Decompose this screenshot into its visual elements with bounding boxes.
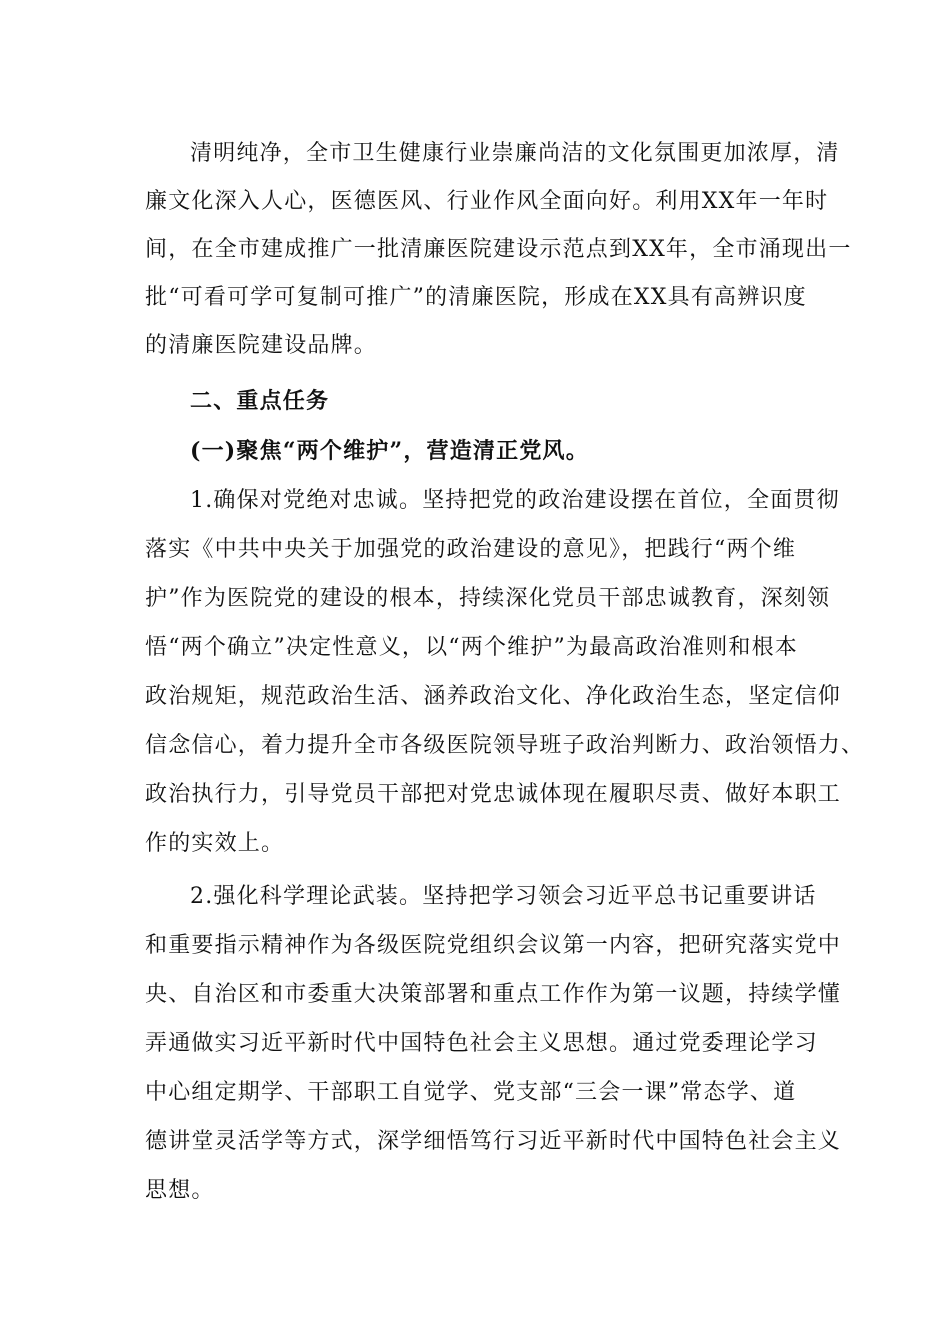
- paragraph-line: 间，在全市建成推广一批清廉医院建设示范点到XX年，全市涌现出一: [145, 237, 852, 262]
- paragraph-line: 廉文化深入人心，医德医风、行业作风全面向好。利用XX年一年时: [145, 189, 829, 214]
- section-heading: 二、重点任务: [190, 388, 330, 414]
- paragraph-line: 批“可看可学可复制可推广”的清廉医院，形成在XX具有高辨识度: [145, 285, 807, 310]
- paragraph-line: 信念信心，着力提升全市各级医院领导班子政治判断力、政治领悟力、: [145, 733, 865, 758]
- paragraph-line: 中心组定期学、干部职工自觉学、党支部“三会一课”常态学、道: [145, 1080, 797, 1105]
- paragraph-line: 弄通做实习近平新时代中国特色社会主义思想。通过党委理论学习: [145, 1031, 818, 1056]
- paragraph-line: 2.强化科学理论武装。坚持把学习领会习近平总书记重要讲话: [190, 884, 817, 909]
- subsection-heading: (一)聚焦“两个维护”，营造清正党风。: [190, 438, 589, 464]
- paragraph-line: 政治规矩，规范政治生活、涵养政治文化、净化政治生态，坚定信仰: [145, 684, 842, 709]
- paragraph-line: 思想。: [145, 1178, 215, 1203]
- paragraph-line: 的清廉医院建设品牌。: [145, 333, 378, 358]
- paragraph-line: 悟“两个确立”决定性意义，以“两个维护”为最高政治准则和根本: [145, 635, 798, 660]
- paragraph-line: 作的实效上。: [145, 831, 285, 856]
- paragraph-line: 德讲堂灵活学等方式，深学细悟笃行习近平新时代中国特色社会主义: [145, 1129, 842, 1154]
- paragraph-line: 清明纯净，全市卫生健康行业崇廉尚洁的文化氛围更加浓厚，清: [190, 141, 840, 166]
- paragraph-line: 落实《中共中央关于加强党的政治建设的意见》，把践行“两个维: [145, 537, 797, 562]
- paragraph-line: 央、自治区和市委重大决策部署和重点工作作为第一议题，持续学懂: [145, 982, 842, 1007]
- paragraph-line: 护”作为医院党的建设的根本，持续深化党员干部忠诚教育，深刻领: [145, 586, 831, 611]
- paragraph-line: 和重要指示精神作为各级医院党组织会议第一内容，把研究落实党中: [145, 933, 842, 958]
- paragraph-line: 政治执行力，引导党员干部把对党忠诚体现在履职尽责、做好本职工: [145, 782, 842, 807]
- paragraph-line: 1.确保对党绝对忠诚。坚持把党的政治建设摆在首位，全面贯彻: [190, 488, 840, 513]
